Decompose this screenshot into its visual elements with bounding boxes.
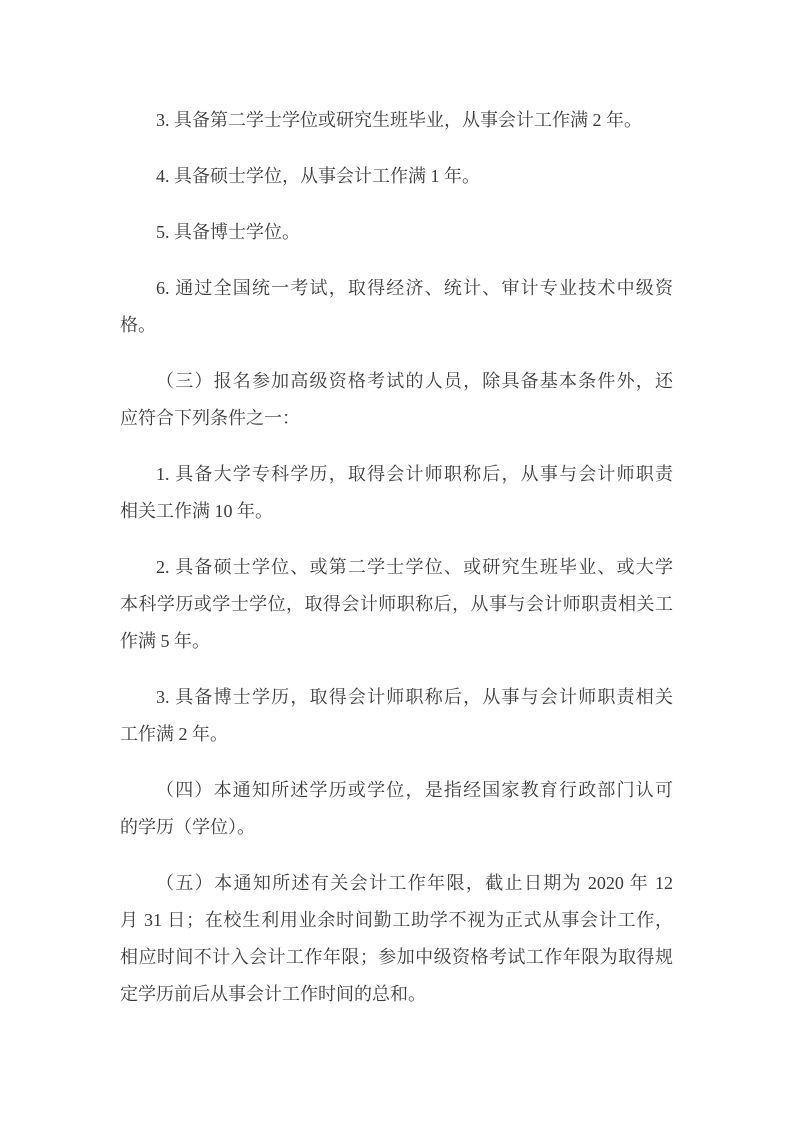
paragraph [120,102,673,139]
paragraph [120,865,673,1013]
paragraph [120,549,673,660]
paragraph [120,363,673,437]
paragraph [120,772,673,846]
text-line: 4. 具备硕士学位，从事会计工作满 1 年。 [156,166,480,186]
paragraph [120,679,673,753]
text-line: 月 31 日；在校生利用业余时间勤工助学不视为正式从事会计工作， [120,910,673,930]
text-line: （四）本通知所述学历或学位，是指经国家教育行政部门认可 [156,780,673,800]
text-line: 本科学历或学士学位，取得会计师职称后，从事与会计师职责相关工 [120,594,673,614]
document-body [120,102,673,1032]
text-line: 1. 具备大学专科学历，取得会计师职称后，从事与会计师职责 [156,464,673,484]
paragraph [120,214,673,251]
paragraph [120,158,673,195]
text-line: 的学历（学位）。 [120,817,255,837]
text-line: 相关工作满 10 年。 [120,501,273,521]
text-line: 工作满 2 年。 [120,724,228,744]
text-line: 作满 5 年。 [120,631,210,651]
paragraph [120,270,673,344]
text-line: （三）报名参加高级资格考试的人员，除具备基本条件外，还 [156,371,673,391]
text-line: 3. 具备第二学士学位或研究生班毕业，从事会计工作满 2 年。 [156,110,642,130]
text-line: 2. 具备硕士学位、或第二学士学位、或研究生班毕业、或大学 [156,557,673,577]
text-line: 6. 通过全国统一考试，取得经济、统计、审计专业技术中级资 [156,278,673,298]
text-line: 3. 具备博士学历，取得会计师职称后，从事与会计师职责相关 [156,687,673,707]
text-line: 定学历前后从事会计工作时间的总和。 [120,984,426,1004]
text-line: 相应时间不计入会计工作年限；参加中级资格考试工作年限为取得规 [120,947,673,967]
text-line: 5. 具备博士学位。 [156,222,300,242]
text-line: 格。 [120,315,156,335]
text-line: （五）本通知所述有关会计工作年限，截止日期为 2020 年 12 [156,873,673,893]
text-line: 应符合下列条件之一： [120,408,300,428]
paragraph [120,456,673,530]
